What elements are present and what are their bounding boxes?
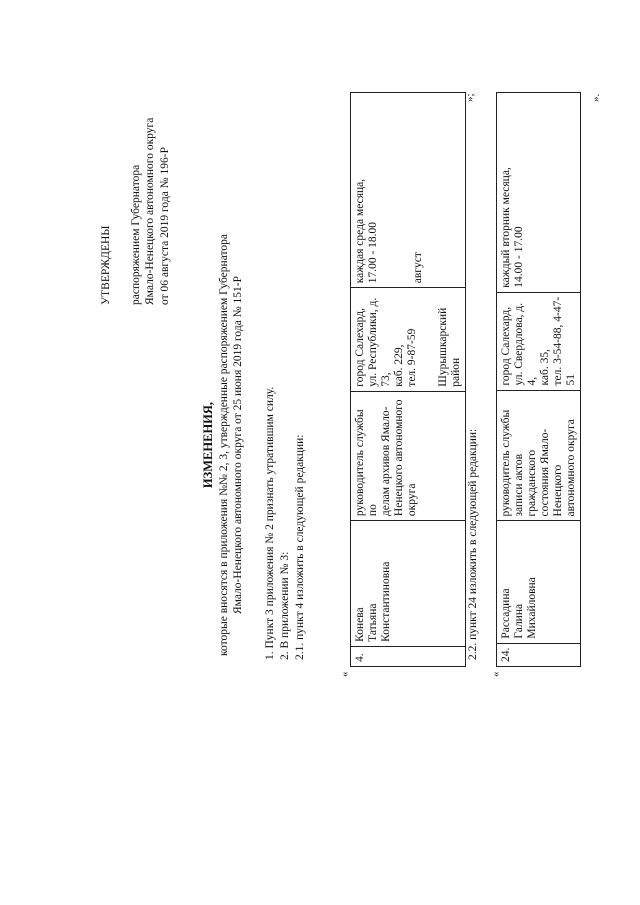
schedule	[351, 93, 466, 288]
address-line: город Салехард,	[354, 308, 366, 387]
name-line: Рассадина	[500, 588, 512, 639]
item-1: 1. Пункт 3 приложения № 2 признать утратившим силу.	[264, 386, 276, 660]
address-line: ул. Республики, д. 73,	[367, 297, 392, 387]
name-line: Константиновна	[380, 561, 392, 642]
position-line: записи актов гражданского	[513, 449, 538, 517]
address-line: ул. Свердлова, д. 4,	[513, 302, 538, 386]
heading-title: ИЗМЕНЕНИЯ,	[201, 401, 215, 489]
approval-line-1: распоряжением Губернатора	[130, 164, 142, 305]
heading-subtitle-2: Ямало-Ненецкого автономного округа от 25 июня 2019 года № 151-Р	[232, 276, 244, 615]
schedule-line: 14.00 - 17.00	[513, 226, 525, 288]
address-line: тел. 9-87-59	[406, 328, 418, 387]
position-line: руководитель службы	[500, 409, 512, 517]
name-line: Михайловна	[526, 577, 538, 639]
address-line: каб. 35,	[539, 349, 551, 386]
name-line: Конева	[354, 607, 366, 642]
item-2-2: 2.2. пункт 24 изложить в следующей редакции:	[467, 428, 479, 660]
item-2-1: 2.1. пункт 4 изложить в следующей редакции:	[294, 434, 306, 660]
table-item-4	[350, 92, 466, 667]
schedule-line: каждый вторник месяца,	[500, 167, 512, 288]
address	[351, 288, 466, 391]
position	[497, 390, 581, 521]
row-number: 24.	[497, 643, 581, 666]
address-line: город Салехард,	[500, 306, 512, 386]
address-line: каб. 229,	[393, 344, 405, 387]
table-row	[351, 93, 466, 667]
schedule-line: 17.00 - 18.00	[367, 221, 379, 284]
address	[497, 292, 581, 390]
position-line: Ненецкого автономного	[393, 399, 405, 517]
approval-line-3: от 06 августа 2019 года № 196-Р	[159, 146, 171, 305]
position-line: состояния Ямало-Ненецкого	[539, 428, 564, 517]
schedule-line: каждая среда месяца,	[354, 178, 366, 284]
approval-title: УТВЕРЖДЕНЫ	[100, 225, 112, 305]
position-line: делам архивов Ямало-	[380, 406, 392, 517]
name-line: Татьяна	[367, 603, 379, 642]
name-line: Галина	[513, 603, 525, 639]
table1-open-quote: «	[339, 671, 351, 677]
approval-line-2: Ямало-Ненецкого автономного округа	[144, 117, 156, 305]
address-line: тел. 3-54-88, 4-47-51	[552, 296, 577, 386]
district: Шурышкарский район	[437, 307, 462, 387]
person-name	[497, 521, 581, 643]
position-line: руководитель службы по	[354, 409, 379, 517]
table1-close-quote: »;	[464, 93, 476, 102]
month: август	[412, 252, 424, 284]
table2-close-quote: ».	[590, 93, 602, 102]
position-line: округа	[406, 483, 418, 517]
schedule	[497, 93, 581, 293]
table2-open-quote: «	[490, 671, 502, 677]
position-line: автономного округа	[565, 419, 577, 517]
person-name	[351, 521, 466, 647]
table-row	[497, 93, 581, 667]
row-number: 4.	[351, 646, 466, 666]
table-item-24	[496, 92, 581, 667]
item-2: 2. В приложении № 3:	[279, 551, 291, 660]
position	[351, 391, 466, 520]
heading-subtitle-1: которые вносятся в приложения №№ 2, 3, утвержденные распоряжением Губернатора	[218, 234, 230, 656]
